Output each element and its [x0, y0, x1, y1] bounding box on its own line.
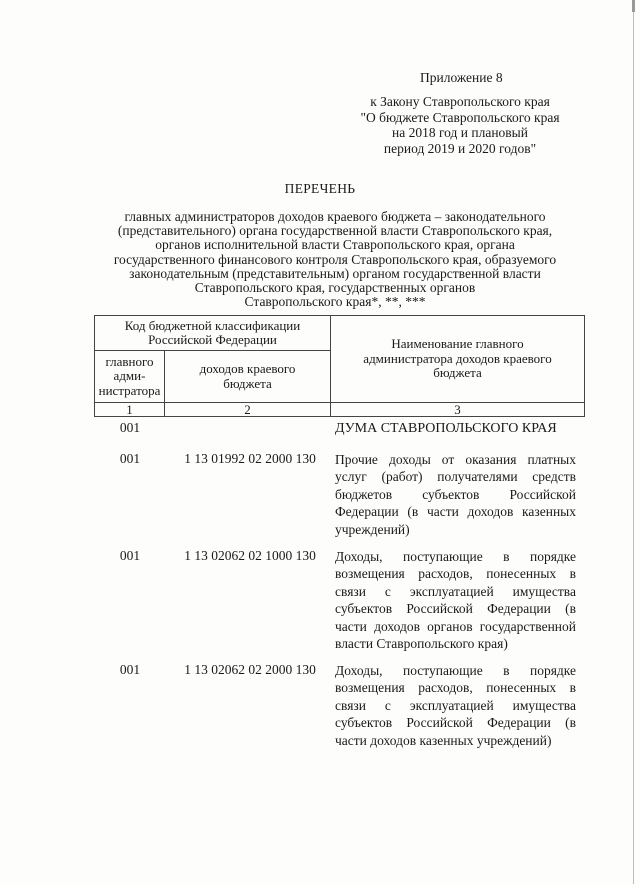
admin-code: 001: [119, 548, 141, 563]
admin-code: 001: [119, 420, 141, 435]
appendix-reference: [330, 94, 590, 156]
income-code: 1 13 01992 02 2000 130: [184, 451, 316, 466]
column-number: 2: [165, 403, 331, 417]
page-edge-line: [633, 0, 634, 884]
income-code: 1 13 02062 02 1000 130: [184, 548, 316, 563]
subtitle-line: Ставропольского края, государственных органов: [194, 280, 476, 296]
subtitle-line: главных администраторов доходов краевого бюджета – законодательного: [124, 209, 546, 224]
subtitle-line: законодательным (представительным) органом государственной власти: [129, 265, 541, 281]
appendix-line: период 2019 и 2020 годов": [383, 140, 537, 156]
appendix-line: к Закону Ставропольского края: [370, 94, 550, 109]
regional-income-header: доходов краевого бюджета: [165, 351, 331, 403]
income-code: 1 13 02062 02 2000 130: [184, 662, 316, 677]
budget-classification-header: Код бюджетной классификации Российской Федерации: [95, 316, 331, 351]
column-number: 3: [331, 403, 585, 417]
subtitle-line: органов исполнительной власти Ставропольского края, органа: [155, 237, 515, 253]
subtitle-line: (представительного) органа государственной власти Ставропольского края,: [117, 223, 553, 239]
income-description: Прочие доходы от оказания платных услуг (работ) получателями средств бюджетов субъектов Российской Федерации (в части доходов казенных учреждений): [335, 452, 576, 537]
appendix-line: на 2018 год и плановый: [392, 125, 528, 140]
administrator-name: ДУМА СТАВРОПОЛЬСКОГО КРАЯ: [335, 421, 557, 436]
admin-code: 001: [119, 662, 141, 677]
document-title: ПЕРЕЧЕНЬ: [284, 181, 356, 196]
appendix-title: Приложение 8: [420, 70, 503, 85]
document-subtitle: [70, 210, 600, 309]
table-header: [94, 315, 585, 417]
column-number: 1: [95, 403, 165, 417]
appendix-line: "О бюджете Ставропольского края: [360, 109, 560, 125]
main-administrator-header: главного адми-нистратора: [95, 351, 165, 403]
admin-code: 001: [119, 451, 141, 466]
income-description: Доходы, поступающие в порядке возмещения расходов, понесенных в связи с эксплуатацией имущества субъектов Российской Федерации (в части доходов органов государственной власти Ставропольского края): [335, 549, 576, 652]
subtitle-line: государственного финансового контроля Ставропольского края, образуемого: [113, 251, 557, 267]
administrator-name-header: Наименование главного администратора доходов краевого бюджета: [331, 316, 585, 403]
subtitle-line: Ставропольского края*, **, ***: [244, 294, 426, 310]
page-edge-mark: [632, 0, 635, 12]
income-description: Доходы, поступающие в порядке возмещения расходов, понесенных в связи с эксплуатацией имущества субъектов Российской Федерации (в части доходов казенных учреждений): [335, 663, 576, 748]
